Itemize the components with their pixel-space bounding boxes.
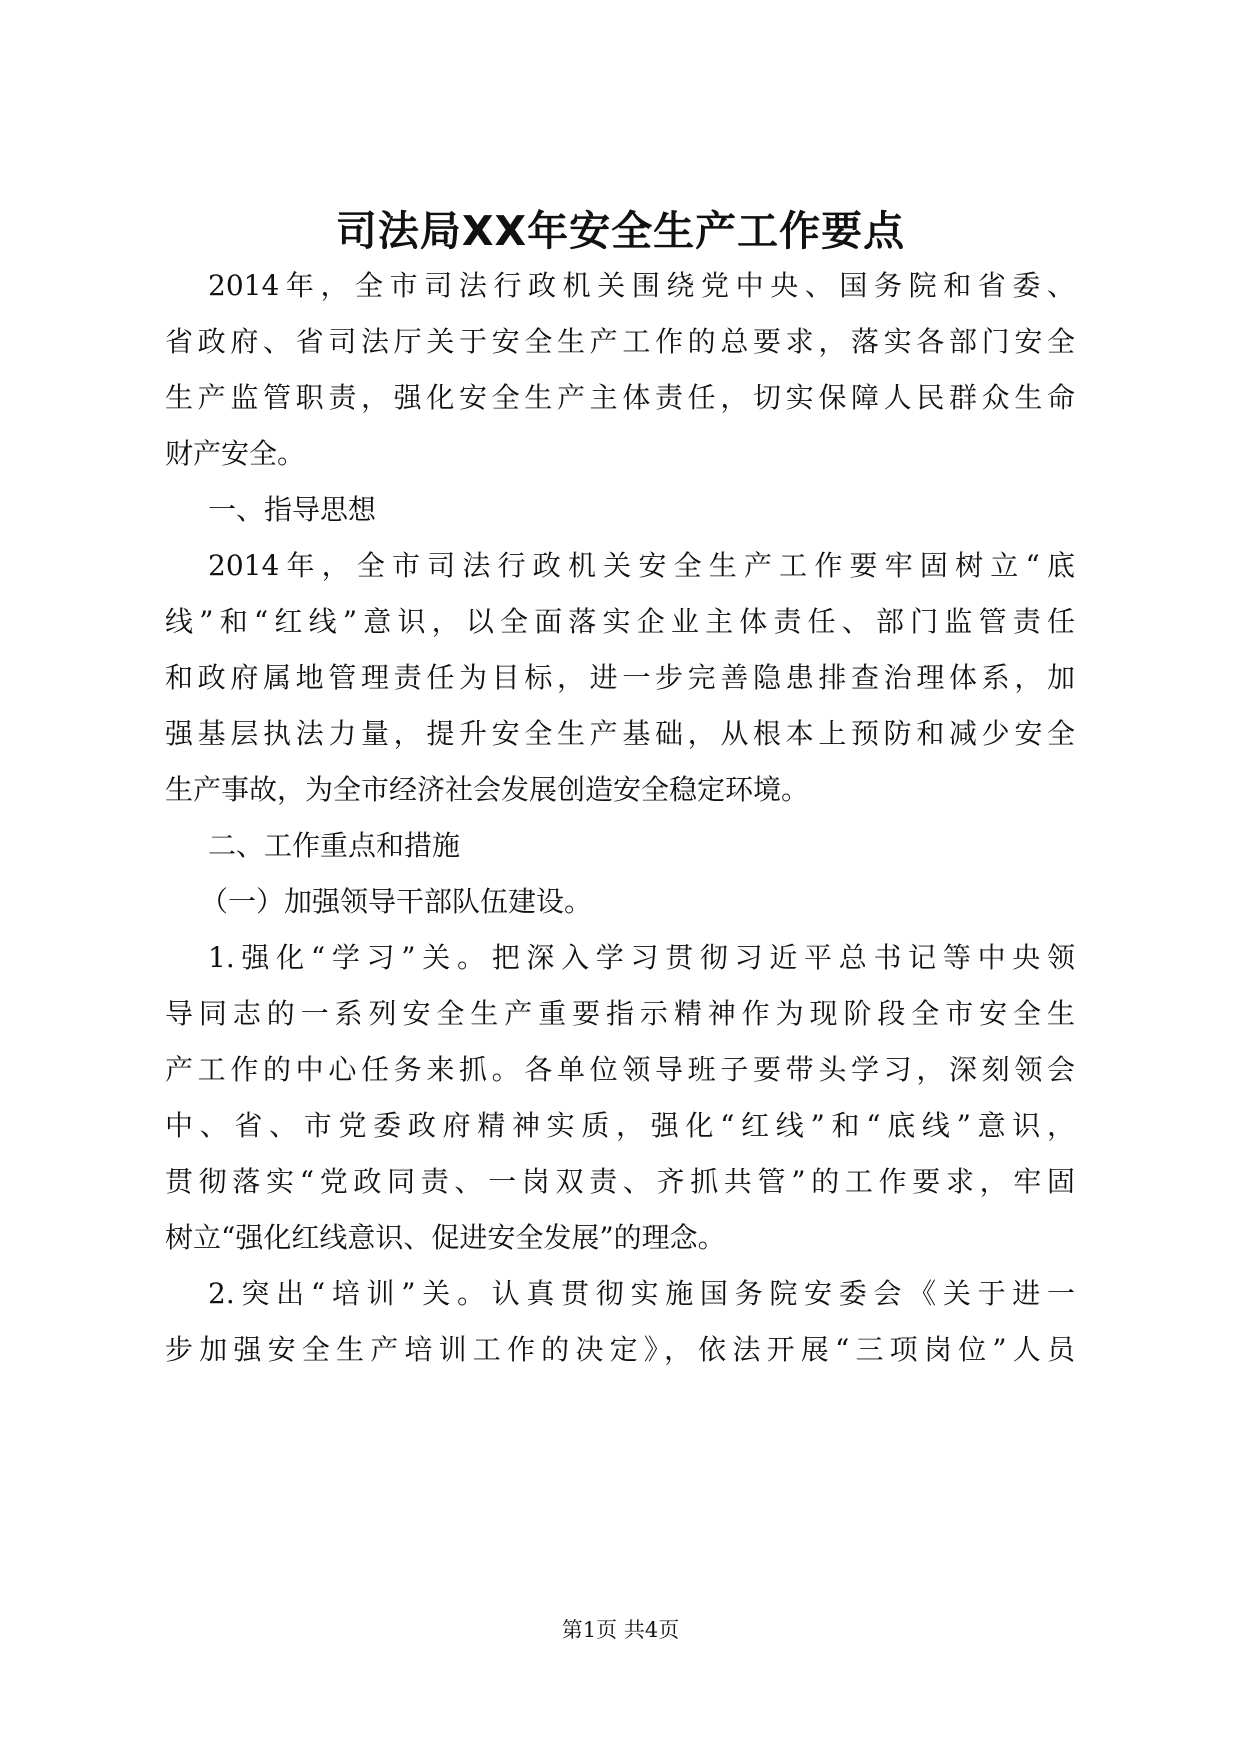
text-line: 2014年，全市司法行政机关围绕党中央、国务院和省委、 <box>208 269 1075 302</box>
text-line: 省政府、省司法厅关于安全生产工作的总要求，落实各部门安全 <box>165 325 1075 358</box>
text-line: 2014年，全市司法行政机关安全生产工作要牢固树立“底 <box>208 549 1075 582</box>
text-line: 中、省、市党委政府精神实质，强化“红线”和“底线”意识， <box>165 1109 1075 1142</box>
text-line: 线”和“红线”意识，以全面落实企业主体责任、部门监管责任 <box>165 605 1075 638</box>
text-line: 导同志的一系列安全生产重要指示精神作为现阶段全市安全生 <box>165 997 1075 1030</box>
text-line: （一）加强领导干部队伍建设。 <box>200 885 593 918</box>
text-line: 生产监管职责，强化安全生产主体责任，切实保障人民群众生命 <box>165 381 1075 414</box>
text-line: 二、工作重点和措施 <box>208 829 461 862</box>
page-footer: 第1页 共4页 <box>561 1618 680 1642</box>
text-line: 和政府属地管理责任为目标，进一步完善隐患排查治理体系，加 <box>165 661 1075 694</box>
text-line: 2.突出“培训”关。认真贯彻实施国务院安委会《关于进一 <box>208 1277 1075 1310</box>
text-line: 步加强安全生产培训工作的决定》，依法开展“三项岗位”人员 <box>165 1333 1075 1366</box>
text-line: 生产事故，为全市经济社会发展创造安全稳定环境。 <box>165 773 810 806</box>
text-line: 一、指导思想 <box>208 493 377 526</box>
text-line: 强基层执法力量，提升安全生产基础，从根本上预防和减少安全 <box>165 717 1075 750</box>
text-line: 产工作的中心任务来抓。各单位领导班子要带头学习，深刻领会 <box>165 1053 1075 1086</box>
text-line: 贯彻落实“党政同责、一岗双责、齐抓共管”的工作要求，牢固 <box>165 1165 1075 1198</box>
text-line: 财产安全。 <box>165 437 306 470</box>
text-line: 树立“强化红线意识、促进安全发展”的理念。 <box>165 1221 726 1254</box>
document-title: 司法局XX年安全生产工作要点 <box>335 207 906 255</box>
text-line: 1.强化“学习”关。把深入学习贯彻习近平总书记等中央领 <box>208 941 1075 974</box>
